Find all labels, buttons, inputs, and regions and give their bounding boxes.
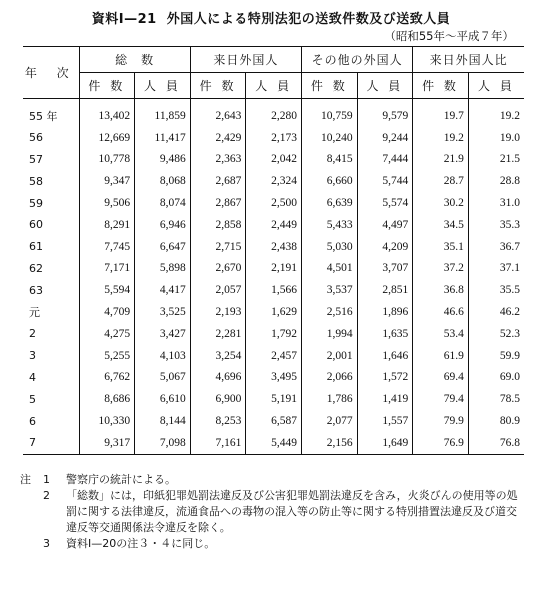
note-text: 「総数」には，印紙犯罪処罰法違反及び公害犯罪処罰法違反を含み，火炎びんの使用等の処罰に関する法律違反，流通食品への毒物の混入等の防止等に関する特別措置法違反及び道交違反等交通関係法令違反を除く。 — [66, 489, 518, 534]
value-cell: 7,098 — [135, 432, 191, 454]
value-cell: 7,745 — [79, 236, 135, 258]
value-cell: 10,240 — [301, 127, 357, 149]
value-cell: 2,001 — [301, 345, 357, 367]
value-cell: 2,280 — [246, 99, 302, 127]
note-item — [20, 472, 525, 488]
value-cell: 2,077 — [301, 410, 357, 432]
value-cell: 11,859 — [135, 99, 191, 127]
value-cell: 1,786 — [301, 388, 357, 410]
year-cell: 60 — [29, 218, 43, 232]
value-cell: 61.9 — [413, 345, 469, 367]
notes-section — [20, 472, 525, 552]
value-cell: 6,946 — [135, 214, 191, 236]
value-cell: 4,709 — [79, 301, 135, 323]
value-cell: 1,635 — [357, 323, 413, 345]
value-cell: 78.5 — [468, 388, 524, 410]
value-cell: 2,324 — [246, 170, 302, 192]
value-cell: 8,074 — [135, 192, 191, 214]
value-cell: 5,744 — [357, 170, 413, 192]
value-cell: 9,579 — [357, 99, 413, 127]
value-cell: 3,427 — [135, 323, 191, 345]
value-cell: 1,557 — [357, 410, 413, 432]
value-cell: 69.0 — [468, 367, 524, 389]
value-cell: 9,347 — [79, 170, 135, 192]
value-cell: 2,191 — [246, 258, 302, 280]
value-cell: 36.8 — [413, 279, 469, 301]
value-cell: 2,449 — [246, 214, 302, 236]
value-cell: 19.0 — [468, 127, 524, 149]
value-cell: 21.5 — [468, 149, 524, 171]
value-cell: 3,495 — [246, 367, 302, 389]
value-cell: 2,438 — [246, 236, 302, 258]
sub-header-cases: 件 数 — [190, 73, 246, 99]
value-cell: 59.9 — [468, 345, 524, 367]
group-header-visiting: 来日外国人 — [190, 47, 301, 73]
statistics-table — [23, 46, 524, 455]
value-cell: 34.5 — [413, 214, 469, 236]
value-cell: 9,244 — [357, 127, 413, 149]
group-header-row — [23, 47, 524, 73]
title-label: 資料Ⅰ—21 — [91, 12, 157, 27]
value-cell: 8,415 — [301, 149, 357, 171]
table-row — [23, 388, 524, 410]
value-cell: 4,497 — [357, 214, 413, 236]
group-header-ratio: 来日外国人比 — [413, 47, 524, 73]
sub-header-row — [23, 73, 524, 99]
value-cell: 5,898 — [135, 258, 191, 280]
year-cell: 59 — [29, 196, 43, 210]
year-cell: 元 — [29, 306, 40, 320]
table-row — [23, 432, 524, 454]
value-cell: 6,610 — [135, 388, 191, 410]
table-row — [23, 410, 524, 432]
value-cell: 1,572 — [357, 367, 413, 389]
table-row — [23, 192, 524, 214]
value-cell: 76.8 — [468, 432, 524, 454]
year-cell: 55 年 — [29, 109, 58, 123]
title-text: 外国人による特別法犯の送致件数及び送致人員 — [166, 12, 451, 27]
value-cell: 6,647 — [135, 236, 191, 258]
value-cell: 28.8 — [468, 170, 524, 192]
value-cell: 8,068 — [135, 170, 191, 192]
year-cell: 56 — [29, 131, 43, 145]
value-cell: 5,067 — [135, 367, 191, 389]
value-cell: 2,042 — [246, 149, 302, 171]
value-cell: 2,670 — [190, 258, 246, 280]
sub-header-cases: 件 数 — [79, 73, 135, 99]
period-subtitle: （昭和55年～平成７年） — [384, 29, 514, 43]
value-cell: 52.3 — [468, 323, 524, 345]
year-cell: 3 — [29, 349, 36, 363]
value-cell: 5,433 — [301, 214, 357, 236]
value-cell: 21.9 — [413, 149, 469, 171]
value-cell: 4,501 — [301, 258, 357, 280]
value-cell: 79.4 — [413, 388, 469, 410]
year-cell: 6 — [29, 414, 36, 428]
sub-header-cases: 件 数 — [301, 73, 357, 99]
value-cell: 9,317 — [79, 432, 135, 454]
value-cell: 37.2 — [413, 258, 469, 280]
value-cell: 6,587 — [246, 410, 302, 432]
sub-header-persons: 人 員 — [246, 73, 302, 99]
value-cell: 7,171 — [79, 258, 135, 280]
value-cell: 3,254 — [190, 345, 246, 367]
value-cell: 37.1 — [468, 258, 524, 280]
year-header: 年 次 — [23, 47, 79, 99]
value-cell: 19.2 — [468, 99, 524, 127]
value-cell: 3,707 — [357, 258, 413, 280]
value-cell: 19.2 — [413, 127, 469, 149]
value-cell: 8,686 — [79, 388, 135, 410]
value-cell: 28.7 — [413, 170, 469, 192]
value-cell: 80.9 — [468, 410, 524, 432]
value-cell: 46.6 — [413, 301, 469, 323]
sub-header-persons: 人 員 — [357, 73, 413, 99]
table-row — [23, 345, 524, 367]
note-number: 2 — [43, 489, 50, 502]
year-cell: 63 — [29, 283, 43, 297]
note-text: 警察庁の統計による。 — [66, 473, 176, 486]
value-cell: 2,687 — [190, 170, 246, 192]
table-row — [23, 279, 524, 301]
value-cell: 2,715 — [190, 236, 246, 258]
value-cell: 2,281 — [190, 323, 246, 345]
value-cell: 9,506 — [79, 192, 135, 214]
value-cell: 4,417 — [135, 279, 191, 301]
value-cell: 6,900 — [190, 388, 246, 410]
notes-head: 注 — [20, 473, 31, 486]
value-cell: 4,103 — [135, 345, 191, 367]
value-cell: 6,660 — [301, 170, 357, 192]
value-cell: 2,500 — [246, 192, 302, 214]
value-cell: 4,209 — [357, 236, 413, 258]
value-cell: 79.9 — [413, 410, 469, 432]
table-row — [23, 236, 524, 258]
value-cell: 2,057 — [190, 279, 246, 301]
value-cell: 2,066 — [301, 367, 357, 389]
value-cell: 3,525 — [135, 301, 191, 323]
group-header-total: 総 数 — [79, 47, 190, 73]
value-cell: 30.2 — [413, 192, 469, 214]
value-cell: 53.4 — [413, 323, 469, 345]
table-row — [23, 258, 524, 280]
table-row — [23, 301, 524, 323]
note-item — [20, 488, 525, 536]
value-cell: 5,255 — [79, 345, 135, 367]
value-cell: 10,778 — [79, 149, 135, 171]
value-cell: 2,457 — [246, 345, 302, 367]
sub-header-persons: 人 員 — [468, 73, 524, 99]
year-cell: 5 — [29, 392, 36, 406]
table-row — [23, 323, 524, 345]
value-cell: 35.3 — [468, 214, 524, 236]
value-cell: 2,516 — [301, 301, 357, 323]
value-cell: 3,537 — [301, 279, 357, 301]
value-cell: 69.4 — [413, 367, 469, 389]
value-cell: 13,402 — [79, 99, 135, 127]
value-cell: 5,191 — [246, 388, 302, 410]
sub-header-cases: 件 数 — [413, 73, 469, 99]
value-cell: 2,156 — [301, 432, 357, 454]
value-cell: 2,858 — [190, 214, 246, 236]
value-cell: 1,646 — [357, 345, 413, 367]
value-cell: 7,161 — [190, 432, 246, 454]
year-cell: 61 — [29, 240, 43, 254]
table-row — [23, 367, 524, 389]
year-cell: 7 — [29, 436, 36, 450]
year-cell: 57 — [29, 152, 43, 166]
value-cell: 2,363 — [190, 149, 246, 171]
value-cell: 5,030 — [301, 236, 357, 258]
table-row — [23, 214, 524, 236]
table-row — [23, 99, 524, 127]
value-cell: 7,444 — [357, 149, 413, 171]
value-cell: 46.2 — [468, 301, 524, 323]
table-body — [23, 99, 524, 455]
value-cell: 36.7 — [468, 236, 524, 258]
value-cell: 1,419 — [357, 388, 413, 410]
value-cell: 9,486 — [135, 149, 191, 171]
year-cell: 4 — [29, 370, 36, 384]
value-cell: 8,144 — [135, 410, 191, 432]
value-cell: 2,429 — [190, 127, 246, 149]
value-cell: 2,173 — [246, 127, 302, 149]
group-header-other: その他の外国人 — [301, 47, 412, 73]
year-cell: 58 — [29, 174, 43, 188]
value-cell: 2,851 — [357, 279, 413, 301]
table-row — [23, 149, 524, 171]
note-item — [20, 536, 525, 552]
value-cell: 19.7 — [413, 99, 469, 127]
value-cell: 4,275 — [79, 323, 135, 345]
value-cell: 10,330 — [79, 410, 135, 432]
value-cell: 4,696 — [190, 367, 246, 389]
value-cell: 8,253 — [190, 410, 246, 432]
document-title — [0, 8, 542, 27]
value-cell: 10,759 — [301, 99, 357, 127]
value-cell: 35.5 — [468, 279, 524, 301]
note-number: 3 — [43, 537, 50, 550]
value-cell: 2,193 — [190, 301, 246, 323]
value-cell: 1,649 — [357, 432, 413, 454]
value-cell: 8,291 — [79, 214, 135, 236]
value-cell: 1,896 — [357, 301, 413, 323]
value-cell: 6,639 — [301, 192, 357, 214]
table-row — [23, 127, 524, 149]
value-cell: 1,994 — [301, 323, 357, 345]
value-cell: 6,762 — [79, 367, 135, 389]
value-cell: 35.1 — [413, 236, 469, 258]
value-cell: 1,629 — [246, 301, 302, 323]
value-cell: 5,449 — [246, 432, 302, 454]
value-cell: 1,566 — [246, 279, 302, 301]
table-row — [23, 170, 524, 192]
value-cell: 31.0 — [468, 192, 524, 214]
year-cell: 2 — [29, 327, 36, 341]
note-text: 資料Ⅰ—20の注３・４に同じ。 — [66, 537, 216, 550]
value-cell: 12,669 — [79, 127, 135, 149]
value-cell: 5,594 — [79, 279, 135, 301]
value-cell: 76.9 — [413, 432, 469, 454]
value-cell: 5,574 — [357, 192, 413, 214]
sub-header-persons: 人 員 — [135, 73, 191, 99]
year-cell: 62 — [29, 261, 43, 275]
value-cell: 11,417 — [135, 127, 191, 149]
value-cell: 2,867 — [190, 192, 246, 214]
value-cell: 2,643 — [190, 99, 246, 127]
value-cell: 1,792 — [246, 323, 302, 345]
note-number: 1 — [43, 473, 50, 486]
